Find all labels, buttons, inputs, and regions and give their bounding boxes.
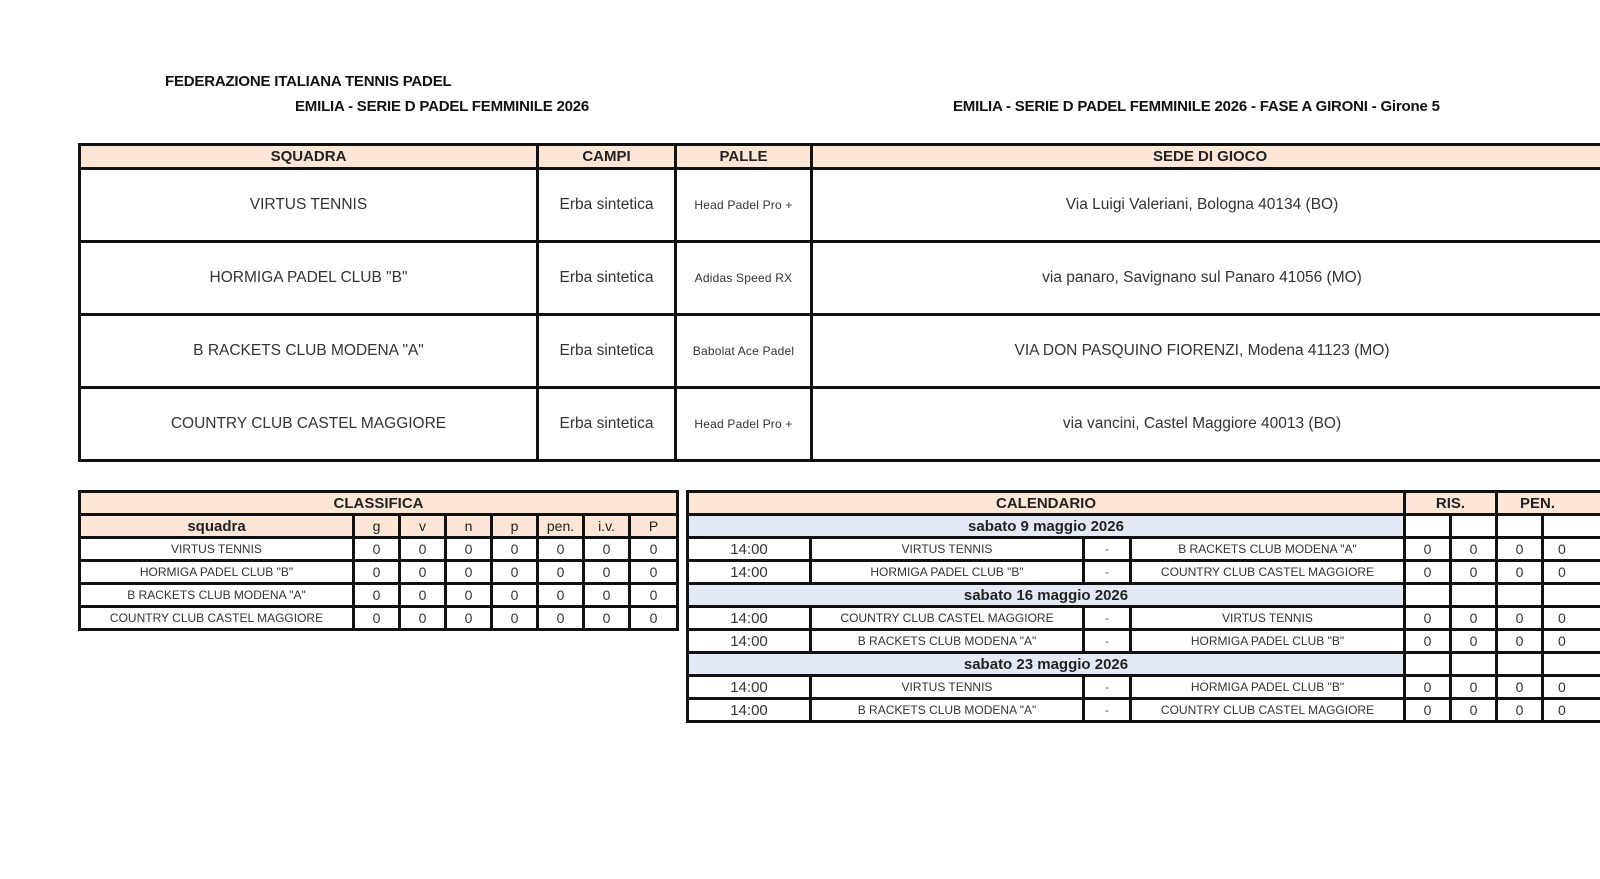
penalty-score: 0 <box>1543 676 1600 699</box>
standings-value: 0 <box>446 584 492 607</box>
col-g: g <box>354 515 400 538</box>
score-cell-empty <box>1497 584 1543 607</box>
standings-row <box>80 561 678 584</box>
score-cell-empty <box>1543 584 1600 607</box>
standings-value: 0 <box>492 538 538 561</box>
col-p: p <box>492 515 538 538</box>
result-score: 0 <box>1405 676 1451 699</box>
away-team: VIRTUS TENNIS <box>1131 607 1405 630</box>
matchday-row <box>688 653 1600 676</box>
standings-value: 0 <box>492 607 538 630</box>
calendario-header-row <box>688 492 1600 515</box>
away-team: COUNTRY CLUB CASTEL MAGGIORE <box>1131 561 1405 584</box>
standings-value: 0 <box>400 538 446 561</box>
home-team: VIRTUS TENNIS <box>811 676 1084 699</box>
col-n: n <box>446 515 492 538</box>
standings-value: 0 <box>538 584 584 607</box>
team-name: VIRTUS TENNIS <box>80 169 538 242</box>
standings-value: 0 <box>446 561 492 584</box>
col-squadra: squadra <box>80 515 354 538</box>
result-score: 0 <box>1451 561 1497 584</box>
score-cell-empty <box>1543 653 1600 676</box>
standings-row <box>80 607 678 630</box>
team-name: HORMIGA PADEL CLUB "B" <box>80 242 538 315</box>
penalty-score: 0 <box>1497 538 1543 561</box>
standings-value: 0 <box>354 538 400 561</box>
match-time: 14:00 <box>688 630 811 653</box>
score-cell-empty <box>1405 515 1451 538</box>
col-sede: SEDE DI GIOCO <box>812 145 1600 169</box>
court-type: Erba sintetica <box>538 169 676 242</box>
standings-value: 0 <box>446 607 492 630</box>
standings-value: 0 <box>584 538 630 561</box>
result-score: 0 <box>1451 607 1497 630</box>
away-team: HORMIGA PADEL CLUB "B" <box>1131 676 1405 699</box>
match-time: 14:00 <box>688 607 811 630</box>
standings-value: 0 <box>630 561 678 584</box>
penalty-score: 0 <box>1497 676 1543 699</box>
match-separator: - <box>1084 561 1131 584</box>
classifica-table <box>78 490 679 631</box>
result-score: 0 <box>1451 676 1497 699</box>
venue-address <box>812 315 1600 388</box>
standings-value: 0 <box>354 607 400 630</box>
standings-row <box>80 538 678 561</box>
score-cell-empty <box>1451 653 1497 676</box>
match-separator: - <box>1084 676 1131 699</box>
standings-value: 0 <box>630 538 678 561</box>
standings-value: 0 <box>400 584 446 607</box>
home-team: B RACKETS CLUB MODENA "A" <box>811 699 1084 722</box>
score-cell-empty <box>1451 515 1497 538</box>
ris-header: RIS. <box>1405 492 1497 515</box>
match-row <box>688 538 1600 561</box>
match-time: 14:00 <box>688 699 811 722</box>
standings-value: 0 <box>584 584 630 607</box>
team-row <box>80 169 1600 242</box>
col-iv: i.v. <box>584 515 630 538</box>
penalty-score: 0 <box>1543 538 1600 561</box>
standings-value: 0 <box>538 607 584 630</box>
col-v: v <box>400 515 446 538</box>
venue-address <box>812 242 1600 315</box>
result-score: 0 <box>1451 630 1497 653</box>
away-team: COUNTRY CLUB CASTEL MAGGIORE <box>1131 699 1405 722</box>
penalty-score: 0 <box>1497 561 1543 584</box>
penalty-score: 0 <box>1497 630 1543 653</box>
away-team: HORMIGA PADEL CLUB "B" <box>1131 630 1405 653</box>
calendario-title: CALENDARIO <box>688 492 1405 515</box>
score-cell-empty <box>1543 515 1600 538</box>
court-type: Erba sintetica <box>538 242 676 315</box>
standings-team: COUNTRY CLUB CASTEL MAGGIORE <box>80 607 354 630</box>
standings-value: 0 <box>538 538 584 561</box>
match-time: 14:00 <box>688 676 811 699</box>
pen-header: PEN. <box>1497 492 1600 515</box>
penalty-score: 0 <box>1543 699 1600 722</box>
col-squadra: SQUADRA <box>80 145 538 169</box>
matchday-date: sabato 9 maggio 2026 <box>688 515 1405 538</box>
matchday-date: sabato 16 maggio 2026 <box>688 584 1405 607</box>
team-row <box>80 388 1600 461</box>
matchday-date: sabato 23 maggio 2026 <box>688 653 1405 676</box>
score-cell-empty <box>1405 584 1451 607</box>
score-cell-empty <box>1497 515 1543 538</box>
classifica-header-row <box>80 515 678 538</box>
match-row <box>688 676 1600 699</box>
teams-table <box>78 143 1600 462</box>
col-campi: CAMPI <box>538 145 676 169</box>
penalty-score: 0 <box>1543 561 1600 584</box>
match-separator: - <box>1084 607 1131 630</box>
venue-address-text: Via Luigi Valeriani, Bologna 40134 (BO) <box>1065 196 1339 213</box>
standings-value: 0 <box>400 607 446 630</box>
matchday-row <box>688 515 1600 538</box>
result-score: 0 <box>1405 607 1451 630</box>
ball-brand: Babolat Ace Padel <box>676 315 812 388</box>
teams-header-row <box>80 145 1600 169</box>
standings-value: 0 <box>354 584 400 607</box>
home-team: B RACKETS CLUB MODENA "A" <box>811 630 1084 653</box>
classifica-title: CLASSIFICA <box>80 492 678 515</box>
standings-team: B RACKETS CLUB MODENA "A" <box>80 584 354 607</box>
result-score: 0 <box>1451 699 1497 722</box>
standings-team: HORMIGA PADEL CLUB "B" <box>80 561 354 584</box>
team-name: COUNTRY CLUB CASTEL MAGGIORE <box>80 388 538 461</box>
team-name: B RACKETS CLUB MODENA "A" <box>80 315 538 388</box>
standings-value: 0 <box>446 538 492 561</box>
match-row <box>688 561 1600 584</box>
home-team: VIRTUS TENNIS <box>811 538 1084 561</box>
team-row <box>80 315 1600 388</box>
standings-value: 0 <box>400 561 446 584</box>
venue-address-text: VIA DON PASQUINO FIORENZI, Modena 41123 (MO) <box>1014 342 1390 359</box>
venue-address-text: via panaro, Savignano sul Panaro 41056 (MO) <box>1042 269 1362 286</box>
away-team: B RACKETS CLUB MODENA "A" <box>1131 538 1405 561</box>
standings-value: 0 <box>354 561 400 584</box>
match-separator: - <box>1084 538 1131 561</box>
federation-title: FEDERAZIONE ITALIANA TENNIS PADEL <box>165 73 452 90</box>
standings-team: VIRTUS TENNIS <box>80 538 354 561</box>
standings-value: 0 <box>584 561 630 584</box>
standings-value: 0 <box>492 561 538 584</box>
standings-value: 0 <box>492 584 538 607</box>
penalty-score: 0 <box>1543 607 1600 630</box>
venue-address <box>812 169 1600 242</box>
match-row <box>688 630 1600 653</box>
matchday-row <box>688 584 1600 607</box>
standings-row <box>80 584 678 607</box>
match-row <box>688 607 1600 630</box>
championship-title: EMILIA - SERIE D PADEL FEMMINILE 2026 <box>295 98 590 115</box>
ball-brand: Adidas Speed RX <box>676 242 812 315</box>
result-score: 0 <box>1405 699 1451 722</box>
penalty-score: 0 <box>1497 699 1543 722</box>
team-row <box>80 242 1600 315</box>
home-team: HORMIGA PADEL CLUB "B" <box>811 561 1084 584</box>
result-score: 0 <box>1405 561 1451 584</box>
court-type: Erba sintetica <box>538 388 676 461</box>
match-time: 14:00 <box>688 538 811 561</box>
col-points: P <box>630 515 678 538</box>
penalty-score: 0 <box>1497 607 1543 630</box>
match-row <box>688 699 1600 722</box>
ball-brand: Head Padel Pro + <box>676 388 812 461</box>
venue-address-text: via vancini, Castel Maggiore 40013 (BO) <box>1062 415 1342 432</box>
penalty-score: 0 <box>1543 630 1600 653</box>
standings-value: 0 <box>630 607 678 630</box>
home-team: COUNTRY CLUB CASTEL MAGGIORE <box>811 607 1084 630</box>
standings-value: 0 <box>584 607 630 630</box>
ball-brand: Head Padel Pro + <box>676 169 812 242</box>
score-cell-empty <box>1451 584 1497 607</box>
match-separator: - <box>1084 699 1131 722</box>
col-palle: PALLE <box>676 145 812 169</box>
match-time: 14:00 <box>688 561 811 584</box>
court-type: Erba sintetica <box>538 315 676 388</box>
col-pen: pen. <box>538 515 584 538</box>
result-score: 0 <box>1405 538 1451 561</box>
score-cell-empty <box>1405 653 1451 676</box>
phase-title: EMILIA - SERIE D PADEL FEMMINILE 2026 - FASE A GIRONI - Girone 5 <box>953 98 1440 115</box>
calendario-table <box>686 490 1600 723</box>
result-score: 0 <box>1405 630 1451 653</box>
score-cell-empty <box>1497 653 1543 676</box>
match-separator: - <box>1084 630 1131 653</box>
standings-value: 0 <box>538 561 584 584</box>
venue-address <box>812 388 1600 461</box>
standings-value: 0 <box>630 584 678 607</box>
result-score: 0 <box>1451 538 1497 561</box>
